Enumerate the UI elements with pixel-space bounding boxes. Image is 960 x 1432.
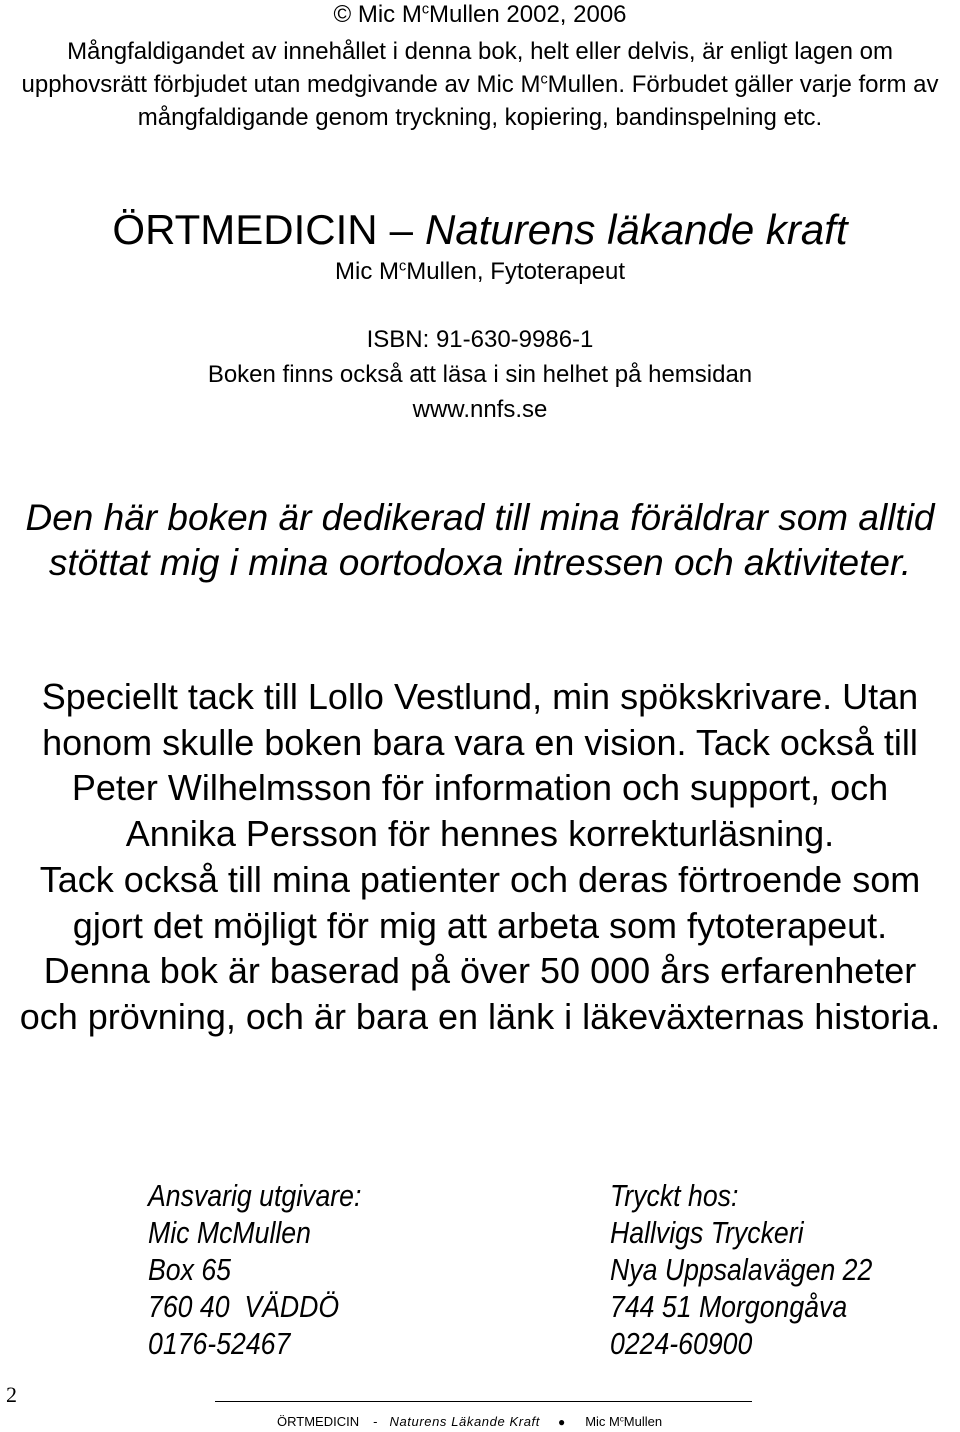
author-post: Mullen, Fytoterapeut — [406, 258, 625, 285]
footer-separator: - — [373, 1414, 378, 1429]
notice-line-2-post: Mullen. Förbudet gäller varje form av — [547, 71, 939, 98]
copyright-holder-sup: c — [421, 1, 430, 18]
copyright-holder-pre: Mic M — [351, 1, 422, 28]
website-url: www.nnfs.se — [412, 396, 548, 423]
acknowledgement-line: honom skulle boken bara vara en vision. Tack också till — [42, 721, 918, 763]
publisher-line: Mic McMullen — [148, 1215, 311, 1250]
author-pre: Mic M — [335, 258, 399, 285]
page-footer — [277, 1413, 662, 1431]
acknowledgement-line: och prövning, och är bara en länk i läkeväxternas historia. — [19, 995, 941, 1037]
copyright-notice — [0, 35, 960, 134]
author-sup: c — [399, 258, 407, 275]
notice-line-2-sup: c — [540, 71, 548, 88]
availability-text: Boken finns också att läsa i sin helhet på hemsidan — [207, 361, 753, 388]
printer-line: 0224-60900 — [610, 1326, 753, 1361]
copyright-holder-post: Mullen 2002, 2006 — [429, 1, 627, 28]
notice-line-2 — [0, 68, 960, 101]
book-title — [0, 205, 960, 255]
footer-bullet-separator: ● — [557, 1415, 566, 1429]
page-number: 2 — [6, 1382, 17, 1407]
book-subtitle: Naturens läkande kraft — [425, 206, 848, 253]
copyright-symbol: © — [333, 1, 352, 28]
publisher-heading: Ansvarig utgivare: — [148, 1178, 362, 1213]
publisher-line: 760 40 VÄDDÖ — [148, 1289, 340, 1324]
printer-block — [610, 1177, 930, 1362]
book-info — [0, 322, 960, 427]
printer-line: 744 51 Morgongåva — [610, 1289, 848, 1324]
footer-author-pre: Mic M — [585, 1414, 620, 1429]
copyright-line — [0, 0, 960, 30]
printer-heading: Tryckt hos: — [610, 1178, 739, 1213]
acknowledgement-line: gjort det möjligt för mig att arbeta som fytoterapeut. — [72, 904, 888, 946]
acknowledgement-line: Denna bok är baserad på över 50 000 års erfarenheter — [43, 950, 917, 992]
footer-title: ÖRTMEDICIN — [277, 1414, 360, 1429]
footer-author-post: Mullen — [623, 1414, 663, 1429]
acknowledgement-line: Speciellt tack till Lollo Vestlund, min spökskrivare. Utan — [41, 676, 919, 717]
isbn: ISBN: 91-630-9986-1 — [366, 326, 594, 353]
dedication-line: Den här boken är dedikerad till mina föräldrar som alltid — [25, 497, 935, 538]
printer-line: Nya Uppsalavägen 22 — [610, 1252, 873, 1287]
publisher-block — [148, 1177, 468, 1362]
publisher-line: 0176-52467 — [148, 1326, 291, 1361]
dedication — [0, 495, 960, 585]
book-title-dash: – — [389, 206, 413, 253]
footer-author — [585, 1413, 662, 1431]
dedication-line: stöttat mig i mina oortodoxa intressen och aktiviteter. — [48, 542, 912, 583]
notice-line-1: Mångfaldigandet av innehållet i denna bok, helt eller delvis, är enligt lagen om — [67, 38, 893, 65]
acknowledgement-line: Peter Wilhelmsson för information och support, och — [71, 767, 889, 809]
book-title-main: ÖRTMEDICIN — [112, 206, 378, 253]
publisher-line: Box 65 — [148, 1252, 232, 1287]
printer-line: Hallvigs Tryckeri — [610, 1215, 804, 1250]
author-line — [0, 256, 960, 288]
acknowledgement-line: Tack också till mina patienter och deras förtroende som — [39, 858, 921, 900]
acknowledgement-line: Annika Persson för hennes korrekturläsning. — [125, 813, 835, 855]
notice-line-3: mångfaldigande genom tryckning, kopiering, bandinspelning etc. — [137, 104, 823, 131]
footer-subtitle: Naturens Läkande Kraft — [389, 1414, 540, 1429]
acknowledgements — [0, 674, 960, 1040]
footer-rule — [215, 1401, 752, 1402]
notice-line-2-pre: upphovsrätt förbjudet utan medgivande av Mic M — [21, 71, 541, 98]
footer-author-sup: c — [619, 1414, 624, 1424]
